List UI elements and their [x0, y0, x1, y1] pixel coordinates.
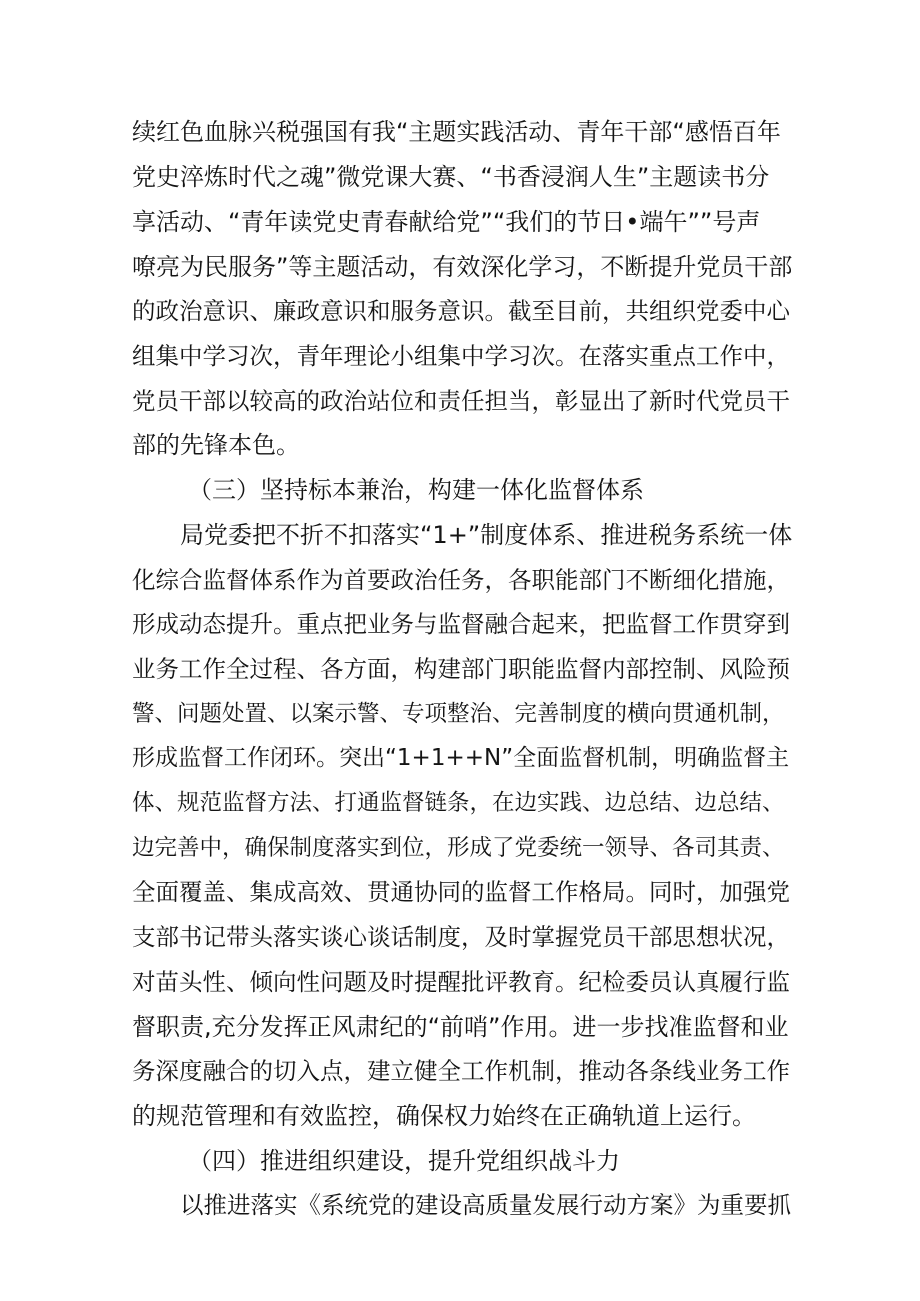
paragraph-line: 组集中学习次，青年理论小组集中学习次。在落实重点工作中，: [132, 342, 790, 370]
paragraph-line: 以推进落实《系统党的建设高质量发展行动方案》为重要抓: [180, 1191, 791, 1219]
paragraph-line: 警、问题处置、以案示警、专项整治、完善制度的横向贯通机制，: [132, 701, 785, 727]
paragraph-line: 党员干部以较高的政治站位和责任担当，彰显出了新时代党员干: [132, 387, 790, 415]
paragraph-line: 续红色血脉兴税强国有我“主题实践活动、青年干部“感悟百年: [132, 118, 781, 146]
paragraph-line: 形成监督工作闭环。突出“1+1++N”全面监督机制，明确监督主: [132, 745, 790, 771]
paragraph-line: 党史淬炼时代之魂”微党课大赛、“书香浸润人生”主题读书分: [132, 163, 770, 191]
paragraph-line: 业务工作全过程、各方面，构建部门职能监督内部控制、风险预: [132, 655, 790, 683]
paragraph-line: 化综合监督体系作为首要政治任务，各职能部门不断细化措施，: [132, 566, 790, 594]
section-heading-four: （四）推进组织建设，提升党组织战斗力: [188, 1147, 620, 1175]
paragraph-line: 的规范管理和有效监控，确保权力始终在正确轨道上运行。: [132, 1102, 756, 1130]
paragraph-line: 形成动态提升。重点把业务与监督融合起来，把监督工作贯穿到: [132, 610, 790, 638]
paragraph-line: 局党委把不折不扣落实“1+”制度体系、推进税务系统一体: [180, 521, 793, 549]
section-heading-three: （三）坚持标本兼治，构建一体化监督体系: [188, 476, 644, 504]
paragraph-line: 享活动、“青年读党史青春献给党”“我们的节日•端午””号声: [132, 208, 761, 236]
paragraph-line: 务深度融合的切入点，建立健全工作机制，推动各条线业务工作: [132, 1057, 790, 1085]
paragraph-line: 对苗头性、倾向性问题及时提醒批评教育。纪检委员认真履行监: [132, 968, 790, 996]
paragraph-line: 的政治意识、廉政意识和服务意识。截至目前，共组织党委中心: [132, 297, 790, 325]
paragraph-line: 嘹亮为民服务”等主题活动，有效深化学习，不断提升党员干部: [132, 253, 793, 281]
paragraph-line: 督职责,充分发挥正风肃纪的“前哨”作用。进一步找准监督和业: [132, 1013, 789, 1041]
paragraph-line: 部的先锋本色。: [132, 431, 300, 459]
paragraph-line: 支部书记带头落实谈心谈话制度，及时掌握党员干部思想状况，: [132, 923, 790, 951]
paragraph-line: 全面覆盖、集成高效、贯通协同的监督工作格局。同时，加强党: [132, 878, 790, 906]
paragraph-line: 边完善中，确保制度落实到位，形成了党委统一领导、各司其责、: [132, 835, 785, 861]
paragraph-line: 体、规范监督方法、打通监督链条，在边实践、边总结、边总结、: [132, 790, 785, 816]
